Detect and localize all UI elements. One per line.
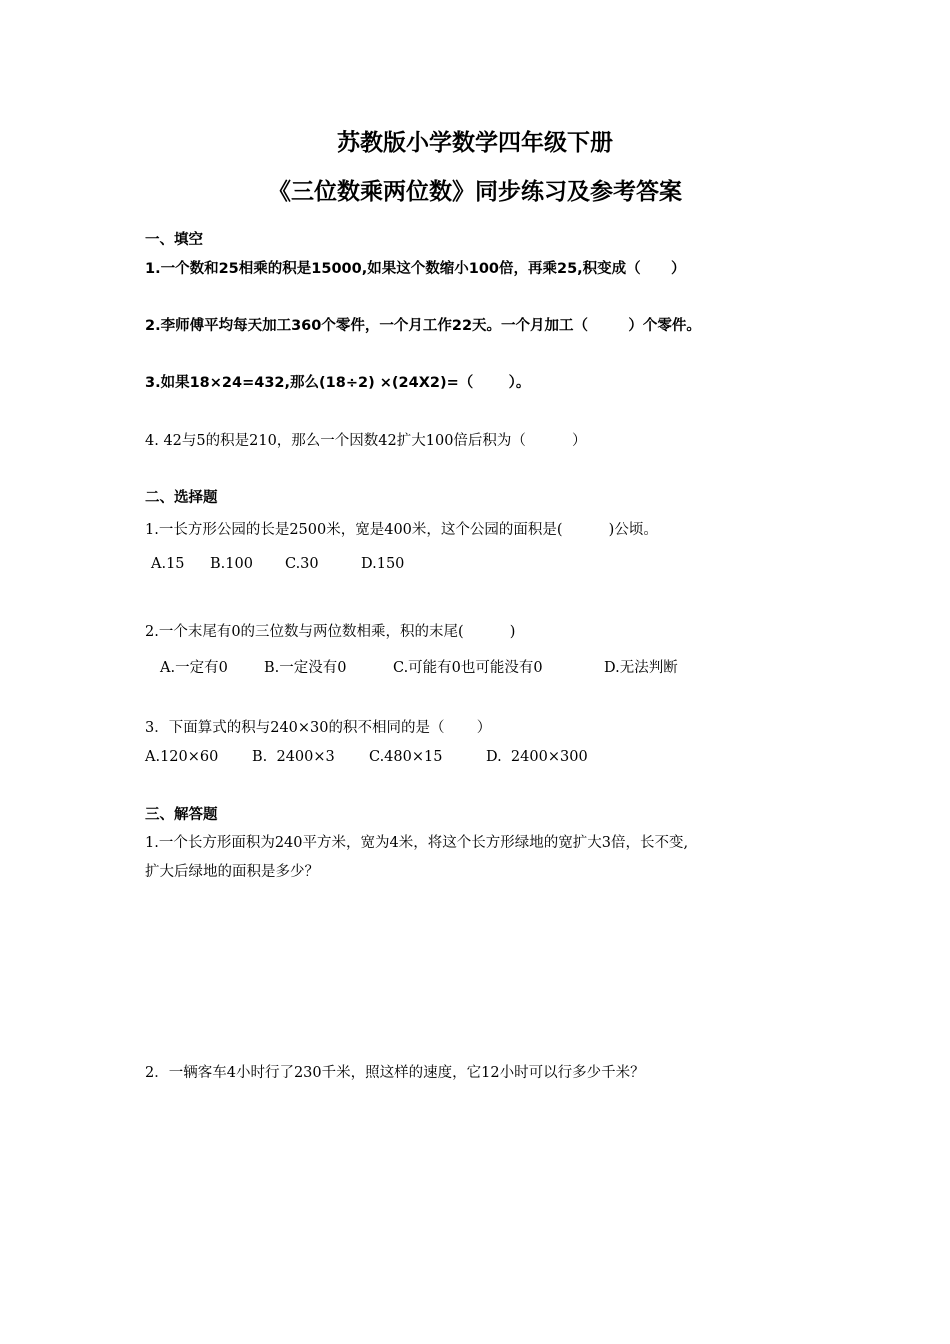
choice-3-option-d: D. 2400×300: [486, 749, 588, 765]
choice-3-option-c: C.480×15: [369, 749, 443, 765]
choice-1-option-b: B.100: [210, 556, 253, 572]
choice-3-option-a: A.120×60: [145, 749, 219, 765]
document-title: 苏教版小学数学四年级下册: [337, 130, 613, 156]
choice-2-option-b: B.一定没有0: [264, 660, 347, 676]
answer-question-2: 2．一辆客车4小时行了230千米，照这样的速度，它12小时可以行多少千米？: [145, 1065, 645, 1081]
choice-2-option-a: A.一定有0: [160, 660, 228, 676]
choice-question-2: 2.一个末尾有0的三位数与两位数相乘，积的末尾( ): [145, 624, 516, 640]
choice-3-option-b: B. 2400×3: [252, 749, 335, 765]
answer-question-1-line-2: 扩大后绿地的面积是多少？: [145, 864, 319, 880]
choice-1-option-c: C.30: [285, 556, 319, 572]
answer-question-1-line-1: 1.一个长方形面积为240平方米，宽为4米，将这个长方形绿地的宽扩大3倍，长不变,: [145, 835, 689, 851]
fill-question-1: 1.一个数和25相乘的积是15000,如果这个数缩小100倍，再乘25,积变成（ ）: [145, 261, 686, 277]
choice-2-option-c: C.可能有0也可能没有0: [393, 660, 543, 676]
choice-2-option-d: D.无法判断: [604, 660, 678, 676]
choice-question-3: 3．下面算式的积与240×30的积不相同的是（ ）: [145, 720, 492, 736]
choice-1-option-a: A.15: [151, 556, 185, 572]
fill-question-2: 2.李师傅平均每天加工360个零件，一个月工作22天。一个月加工（ ）个零件。: [145, 318, 701, 334]
section-heading-choice: 二、选择题: [145, 490, 218, 506]
choice-1-option-d: D.150: [361, 556, 405, 572]
fill-question-4: 4. 42与5的积是210，那么一个因数42扩大100倍后积为（ ）: [145, 433, 587, 449]
document-subtitle: 《三位数乘两位数》同步练习及参考答案: [268, 179, 682, 205]
section-heading-answer: 三、解答题: [145, 807, 218, 823]
section-heading-fill-blank: 一、填空: [145, 232, 203, 248]
choice-question-1: 1.一长方形公园的长是2500米，宽是400米，这个公园的面积是( )公顷。: [145, 522, 658, 538]
fill-question-3: 3.如果18×24=432,那么(18÷2) ×(24X2)=（ ）。: [145, 375, 531, 391]
